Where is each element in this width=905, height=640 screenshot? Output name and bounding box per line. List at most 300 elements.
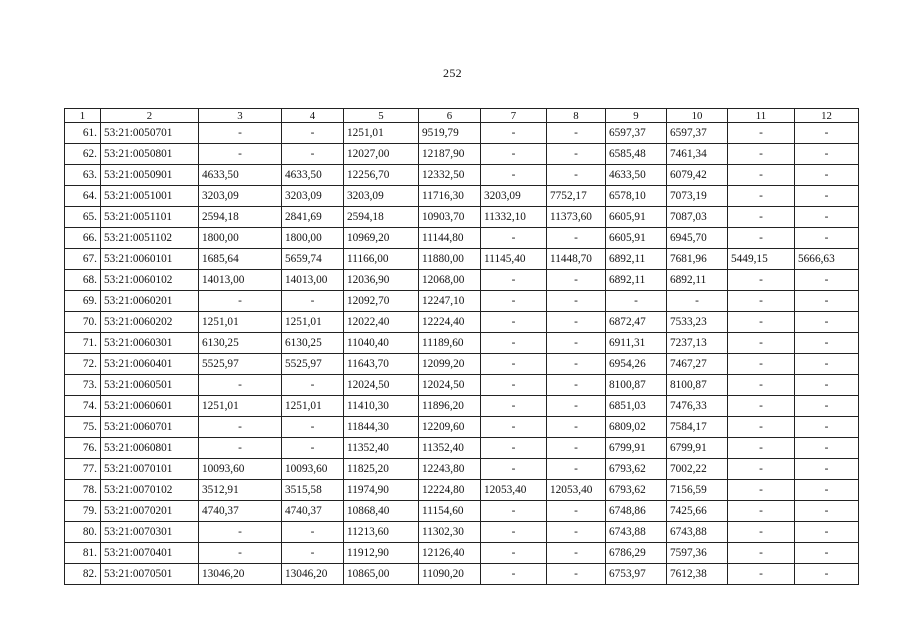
value-cell: - <box>481 543 547 564</box>
value-cell: 6578,10 <box>606 186 667 207</box>
value-cell: 14013,00 <box>199 270 282 291</box>
value-cell: 11643,70 <box>344 354 419 375</box>
value-cell: 6753,97 <box>606 564 667 585</box>
column-header: 9 <box>606 109 667 123</box>
value-cell: 1685,64 <box>199 249 282 270</box>
value-cell: 10868,40 <box>344 501 419 522</box>
cadastral-code-cell: 53:21:0060102 <box>101 270 199 291</box>
value-cell: - <box>547 354 606 375</box>
row-number-cell: 65. <box>65 207 101 228</box>
value-cell: 3203,09 <box>282 186 344 207</box>
table-row <box>65 249 859 270</box>
value-cell: 2841,69 <box>282 207 344 228</box>
value-cell: - <box>728 480 795 501</box>
value-cell: 12092,70 <box>344 291 419 312</box>
cadastral-code-cell: 53:21:0051102 <box>101 228 199 249</box>
value-cell: - <box>795 333 859 354</box>
table-row <box>65 312 859 333</box>
value-cell: 7476,33 <box>667 396 728 417</box>
value-cell: 6892,11 <box>606 249 667 270</box>
value-cell: 11844,30 <box>344 417 419 438</box>
value-cell: 12024,50 <box>419 375 481 396</box>
value-cell: - <box>795 564 859 585</box>
value-cell: 12243,80 <box>419 459 481 480</box>
value-cell: 3203,09 <box>199 186 282 207</box>
value-cell: 6851,03 <box>606 396 667 417</box>
value-cell: - <box>728 417 795 438</box>
value-cell: 6743,88 <box>606 522 667 543</box>
value-cell: - <box>547 144 606 165</box>
value-cell: - <box>795 501 859 522</box>
value-cell: - <box>547 228 606 249</box>
value-cell: - <box>481 438 547 459</box>
value-cell: - <box>547 438 606 459</box>
column-header: 11 <box>728 109 795 123</box>
value-cell: 11154,60 <box>419 501 481 522</box>
cadastral-code-cell: 53:21:0060601 <box>101 396 199 417</box>
row-number-cell: 69. <box>65 291 101 312</box>
value-cell: 7612,38 <box>667 564 728 585</box>
value-cell: - <box>728 438 795 459</box>
value-cell: - <box>481 501 547 522</box>
table-body <box>65 123 859 585</box>
value-cell: 11716,30 <box>419 186 481 207</box>
value-cell: 11144,80 <box>419 228 481 249</box>
cadastral-code-cell: 53:21:0070501 <box>101 564 199 585</box>
table-row <box>65 207 859 228</box>
value-cell: - <box>728 270 795 291</box>
cadastral-code-cell: 53:21:0060101 <box>101 249 199 270</box>
value-cell: 4740,37 <box>282 501 344 522</box>
value-cell: - <box>728 165 795 186</box>
value-cell: - <box>481 417 547 438</box>
value-cell: - <box>547 543 606 564</box>
value-cell: - <box>199 543 282 564</box>
value-cell: 12053,40 <box>547 480 606 501</box>
value-cell: 12126,40 <box>419 543 481 564</box>
value-cell: 7156,59 <box>667 480 728 501</box>
row-number-cell: 81. <box>65 543 101 564</box>
column-header: 7 <box>481 109 547 123</box>
value-cell: - <box>728 543 795 564</box>
row-number-cell: 82. <box>65 564 101 585</box>
value-cell: - <box>481 375 547 396</box>
value-cell: - <box>481 144 547 165</box>
value-cell: - <box>606 291 667 312</box>
value-cell: 11090,20 <box>419 564 481 585</box>
value-cell: - <box>547 291 606 312</box>
value-cell: 7533,23 <box>667 312 728 333</box>
value-cell: 4633,50 <box>199 165 282 186</box>
value-cell: - <box>547 396 606 417</box>
value-cell: 6743,88 <box>667 522 728 543</box>
value-cell: 7467,27 <box>667 354 728 375</box>
value-cell: - <box>481 396 547 417</box>
value-cell: - <box>282 438 344 459</box>
value-cell: 12022,40 <box>344 312 419 333</box>
table-row <box>65 270 859 291</box>
value-cell: - <box>481 291 547 312</box>
page-number: 252 <box>443 66 462 80</box>
value-cell: 6892,11 <box>667 270 728 291</box>
value-cell: - <box>282 417 344 438</box>
value-cell: 11040,40 <box>344 333 419 354</box>
value-cell: - <box>481 270 547 291</box>
value-cell: - <box>728 396 795 417</box>
value-cell: 6786,29 <box>606 543 667 564</box>
row-number-cell: 62. <box>65 144 101 165</box>
value-cell: 3515,58 <box>282 480 344 501</box>
cadastral-code-cell: 53:21:0070102 <box>101 480 199 501</box>
row-number-cell: 72. <box>65 354 101 375</box>
value-cell: - <box>481 354 547 375</box>
table-header-row <box>65 109 859 123</box>
value-cell: 6605,91 <box>606 228 667 249</box>
value-cell: 1800,00 <box>282 228 344 249</box>
value-cell: - <box>728 207 795 228</box>
value-cell: - <box>728 522 795 543</box>
table-row <box>65 459 859 480</box>
value-cell: 2594,18 <box>199 207 282 228</box>
value-cell: - <box>547 522 606 543</box>
value-cell: 12068,00 <box>419 270 481 291</box>
value-cell: 12224,40 <box>419 312 481 333</box>
value-cell: - <box>481 522 547 543</box>
value-cell: 6911,31 <box>606 333 667 354</box>
table-row <box>65 480 859 501</box>
row-number-cell: 79. <box>65 501 101 522</box>
value-cell: 6130,25 <box>199 333 282 354</box>
value-cell: - <box>199 123 282 144</box>
value-cell: 12209,60 <box>419 417 481 438</box>
value-cell: 11352,40 <box>419 438 481 459</box>
table-row <box>65 165 859 186</box>
value-cell: - <box>481 228 547 249</box>
row-number-cell: 71. <box>65 333 101 354</box>
value-cell: - <box>795 480 859 501</box>
row-number-cell: 73. <box>65 375 101 396</box>
value-cell: 11912,90 <box>344 543 419 564</box>
value-cell: - <box>795 291 859 312</box>
value-cell: 6872,47 <box>606 312 667 333</box>
value-cell: 7073,19 <box>667 186 728 207</box>
table-row <box>65 354 859 375</box>
value-cell: 7597,36 <box>667 543 728 564</box>
value-cell: - <box>728 123 795 144</box>
value-cell: 1251,01 <box>199 396 282 417</box>
column-header: 2 <box>101 109 199 123</box>
value-cell: 6079,42 <box>667 165 728 186</box>
value-cell: - <box>199 375 282 396</box>
value-cell: 5659,74 <box>282 249 344 270</box>
value-cell: 6597,37 <box>667 123 728 144</box>
value-cell: 11189,60 <box>419 333 481 354</box>
value-cell: - <box>728 333 795 354</box>
value-cell: - <box>481 333 547 354</box>
value-cell: - <box>795 186 859 207</box>
value-cell: 13046,20 <box>282 564 344 585</box>
value-cell: - <box>547 270 606 291</box>
value-cell: 6799,91 <box>606 438 667 459</box>
value-cell: - <box>547 312 606 333</box>
value-cell: 6597,37 <box>606 123 667 144</box>
value-cell: 6585,48 <box>606 144 667 165</box>
value-cell: 7461,34 <box>667 144 728 165</box>
value-cell: 10093,60 <box>199 459 282 480</box>
value-cell: - <box>199 522 282 543</box>
value-cell: - <box>795 417 859 438</box>
value-cell: - <box>795 207 859 228</box>
cadastral-code-cell: 53:21:0060202 <box>101 312 199 333</box>
cadastral-code-cell: 53:21:0050801 <box>101 144 199 165</box>
value-cell: 6799,91 <box>667 438 728 459</box>
value-cell: 11332,10 <box>481 207 547 228</box>
value-cell: - <box>282 375 344 396</box>
row-number-cell: 70. <box>65 312 101 333</box>
column-header: 4 <box>282 109 344 123</box>
value-cell: - <box>547 564 606 585</box>
value-cell: 11880,00 <box>419 249 481 270</box>
value-cell: 6605,91 <box>606 207 667 228</box>
value-cell: - <box>795 312 859 333</box>
column-header: 10 <box>667 109 728 123</box>
value-cell: - <box>547 165 606 186</box>
data-table <box>64 108 859 585</box>
value-cell: - <box>795 459 859 480</box>
value-cell: 6809,02 <box>606 417 667 438</box>
table-row <box>65 186 859 207</box>
value-cell: 6793,62 <box>606 480 667 501</box>
value-cell: - <box>728 354 795 375</box>
cadastral-code-cell: 53:21:0051001 <box>101 186 199 207</box>
table-row <box>65 396 859 417</box>
value-cell: 11448,70 <box>547 249 606 270</box>
value-cell: - <box>282 123 344 144</box>
value-cell: 1251,01 <box>199 312 282 333</box>
value-cell: 12224,80 <box>419 480 481 501</box>
row-number-cell: 67. <box>65 249 101 270</box>
cadastral-code-cell: 53:21:0050901 <box>101 165 199 186</box>
value-cell: - <box>481 312 547 333</box>
table-row <box>65 291 859 312</box>
cadastral-code-cell: 53:21:0070101 <box>101 459 199 480</box>
value-cell: 3203,09 <box>481 186 547 207</box>
value-cell: - <box>795 270 859 291</box>
value-cell: - <box>282 522 344 543</box>
cadastral-code-cell: 53:21:0051101 <box>101 207 199 228</box>
value-cell: - <box>795 438 859 459</box>
value-cell: 6945,70 <box>667 228 728 249</box>
value-cell: 6130,25 <box>282 333 344 354</box>
cadastral-code-cell: 53:21:0060701 <box>101 417 199 438</box>
table-row <box>65 417 859 438</box>
row-number-cell: 68. <box>65 270 101 291</box>
value-cell: 12027,00 <box>344 144 419 165</box>
value-cell: - <box>547 501 606 522</box>
table-row <box>65 123 859 144</box>
value-cell: 11352,40 <box>344 438 419 459</box>
value-cell: 12053,40 <box>481 480 547 501</box>
value-cell: 7681,96 <box>667 249 728 270</box>
value-cell: 12332,50 <box>419 165 481 186</box>
cadastral-code-cell: 53:21:0060301 <box>101 333 199 354</box>
value-cell: 7584,17 <box>667 417 728 438</box>
value-cell: - <box>481 123 547 144</box>
value-cell: 10969,20 <box>344 228 419 249</box>
column-header: 12 <box>795 109 859 123</box>
value-cell: - <box>795 165 859 186</box>
table-row <box>65 501 859 522</box>
cadastral-code-cell: 53:21:0060201 <box>101 291 199 312</box>
row-number-cell: 66. <box>65 228 101 249</box>
value-cell: 12187,90 <box>419 144 481 165</box>
value-cell: - <box>795 354 859 375</box>
value-cell: 7087,03 <box>667 207 728 228</box>
value-cell: 5666,63 <box>795 249 859 270</box>
table-row <box>65 438 859 459</box>
value-cell: - <box>199 417 282 438</box>
value-cell: 5525,97 <box>282 354 344 375</box>
value-cell: 3203,09 <box>344 186 419 207</box>
value-cell: 9519,79 <box>419 123 481 144</box>
value-cell: 4633,50 <box>282 165 344 186</box>
value-cell: 1251,01 <box>282 312 344 333</box>
value-cell: 10865,00 <box>344 564 419 585</box>
value-cell: - <box>795 144 859 165</box>
value-cell: - <box>728 144 795 165</box>
value-cell: - <box>728 459 795 480</box>
cadastral-code-cell: 53:21:0060401 <box>101 354 199 375</box>
value-cell: 10903,70 <box>419 207 481 228</box>
value-cell: - <box>282 291 344 312</box>
value-cell: 5525,97 <box>199 354 282 375</box>
table-row <box>65 375 859 396</box>
value-cell: - <box>199 438 282 459</box>
value-cell: 12247,10 <box>419 291 481 312</box>
row-number-cell: 76. <box>65 438 101 459</box>
value-cell: 4633,50 <box>606 165 667 186</box>
table-row <box>65 564 859 585</box>
row-number-cell: 64. <box>65 186 101 207</box>
row-number-cell: 75. <box>65 417 101 438</box>
value-cell: 11825,20 <box>344 459 419 480</box>
value-cell: - <box>547 375 606 396</box>
column-header: 1 <box>65 109 101 123</box>
value-cell: 12024,50 <box>344 375 419 396</box>
value-cell: 10093,60 <box>282 459 344 480</box>
row-number-cell: 80. <box>65 522 101 543</box>
value-cell: 1251,01 <box>282 396 344 417</box>
column-header: 6 <box>419 109 481 123</box>
value-cell: - <box>728 228 795 249</box>
value-cell: 7002,22 <box>667 459 728 480</box>
value-cell: 6892,11 <box>606 270 667 291</box>
value-cell: 11302,30 <box>419 522 481 543</box>
value-cell: - <box>728 501 795 522</box>
value-cell: - <box>728 312 795 333</box>
value-cell: - <box>795 228 859 249</box>
row-number-cell: 78. <box>65 480 101 501</box>
value-cell: 12256,70 <box>344 165 419 186</box>
value-cell: 1251,01 <box>344 123 419 144</box>
value-cell: - <box>795 396 859 417</box>
column-header: 8 <box>547 109 606 123</box>
value-cell: 8100,87 <box>667 375 728 396</box>
table-row <box>65 522 859 543</box>
value-cell: - <box>481 459 547 480</box>
table-row <box>65 543 859 564</box>
value-cell: 7752,17 <box>547 186 606 207</box>
row-number-cell: 77. <box>65 459 101 480</box>
value-cell: 5449,15 <box>728 249 795 270</box>
value-cell: - <box>547 333 606 354</box>
value-cell: 11213,60 <box>344 522 419 543</box>
value-cell: - <box>282 543 344 564</box>
cadastral-code-cell: 53:21:0070401 <box>101 543 199 564</box>
cadastral-code-cell: 53:21:0050701 <box>101 123 199 144</box>
value-cell: 13046,20 <box>199 564 282 585</box>
value-cell: - <box>728 564 795 585</box>
cadastral-code-cell: 53:21:0060801 <box>101 438 199 459</box>
value-cell: - <box>481 564 547 585</box>
value-cell: - <box>199 144 282 165</box>
value-cell: 1800,00 <box>199 228 282 249</box>
value-cell: - <box>728 291 795 312</box>
value-cell: - <box>199 291 282 312</box>
value-cell: - <box>667 291 728 312</box>
value-cell: 14013,00 <box>282 270 344 291</box>
value-cell: - <box>481 165 547 186</box>
cadastral-code-cell: 53:21:0070301 <box>101 522 199 543</box>
value-cell: 7425,66 <box>667 501 728 522</box>
value-cell: 11373,60 <box>547 207 606 228</box>
column-header: 5 <box>344 109 419 123</box>
value-cell: 6954,26 <box>606 354 667 375</box>
value-cell: 12099,20 <box>419 354 481 375</box>
value-cell: 11410,30 <box>344 396 419 417</box>
row-number-cell: 63. <box>65 165 101 186</box>
row-number-cell: 61. <box>65 123 101 144</box>
value-cell: 11896,20 <box>419 396 481 417</box>
value-cell: - <box>795 522 859 543</box>
value-cell: 7237,13 <box>667 333 728 354</box>
value-cell: 11974,90 <box>344 480 419 501</box>
value-cell: - <box>547 459 606 480</box>
value-cell: 12036,90 <box>344 270 419 291</box>
cadastral-code-cell: 53:21:0070201 <box>101 501 199 522</box>
value-cell: - <box>547 123 606 144</box>
table-row <box>65 144 859 165</box>
value-cell: 4740,37 <box>199 501 282 522</box>
value-cell: 3512,91 <box>199 480 282 501</box>
value-cell: - <box>282 144 344 165</box>
value-cell: - <box>728 186 795 207</box>
value-cell: - <box>728 375 795 396</box>
table-row <box>65 228 859 249</box>
value-cell: 6748,86 <box>606 501 667 522</box>
value-cell: 11145,40 <box>481 249 547 270</box>
value-cell: - <box>795 123 859 144</box>
row-number-cell: 74. <box>65 396 101 417</box>
cadastral-code-cell: 53:21:0060501 <box>101 375 199 396</box>
value-cell: 11166,00 <box>344 249 419 270</box>
table-row <box>65 333 859 354</box>
column-header: 3 <box>199 109 282 123</box>
value-cell: - <box>547 417 606 438</box>
value-cell: 6793,62 <box>606 459 667 480</box>
value-cell: - <box>795 375 859 396</box>
value-cell: - <box>795 543 859 564</box>
